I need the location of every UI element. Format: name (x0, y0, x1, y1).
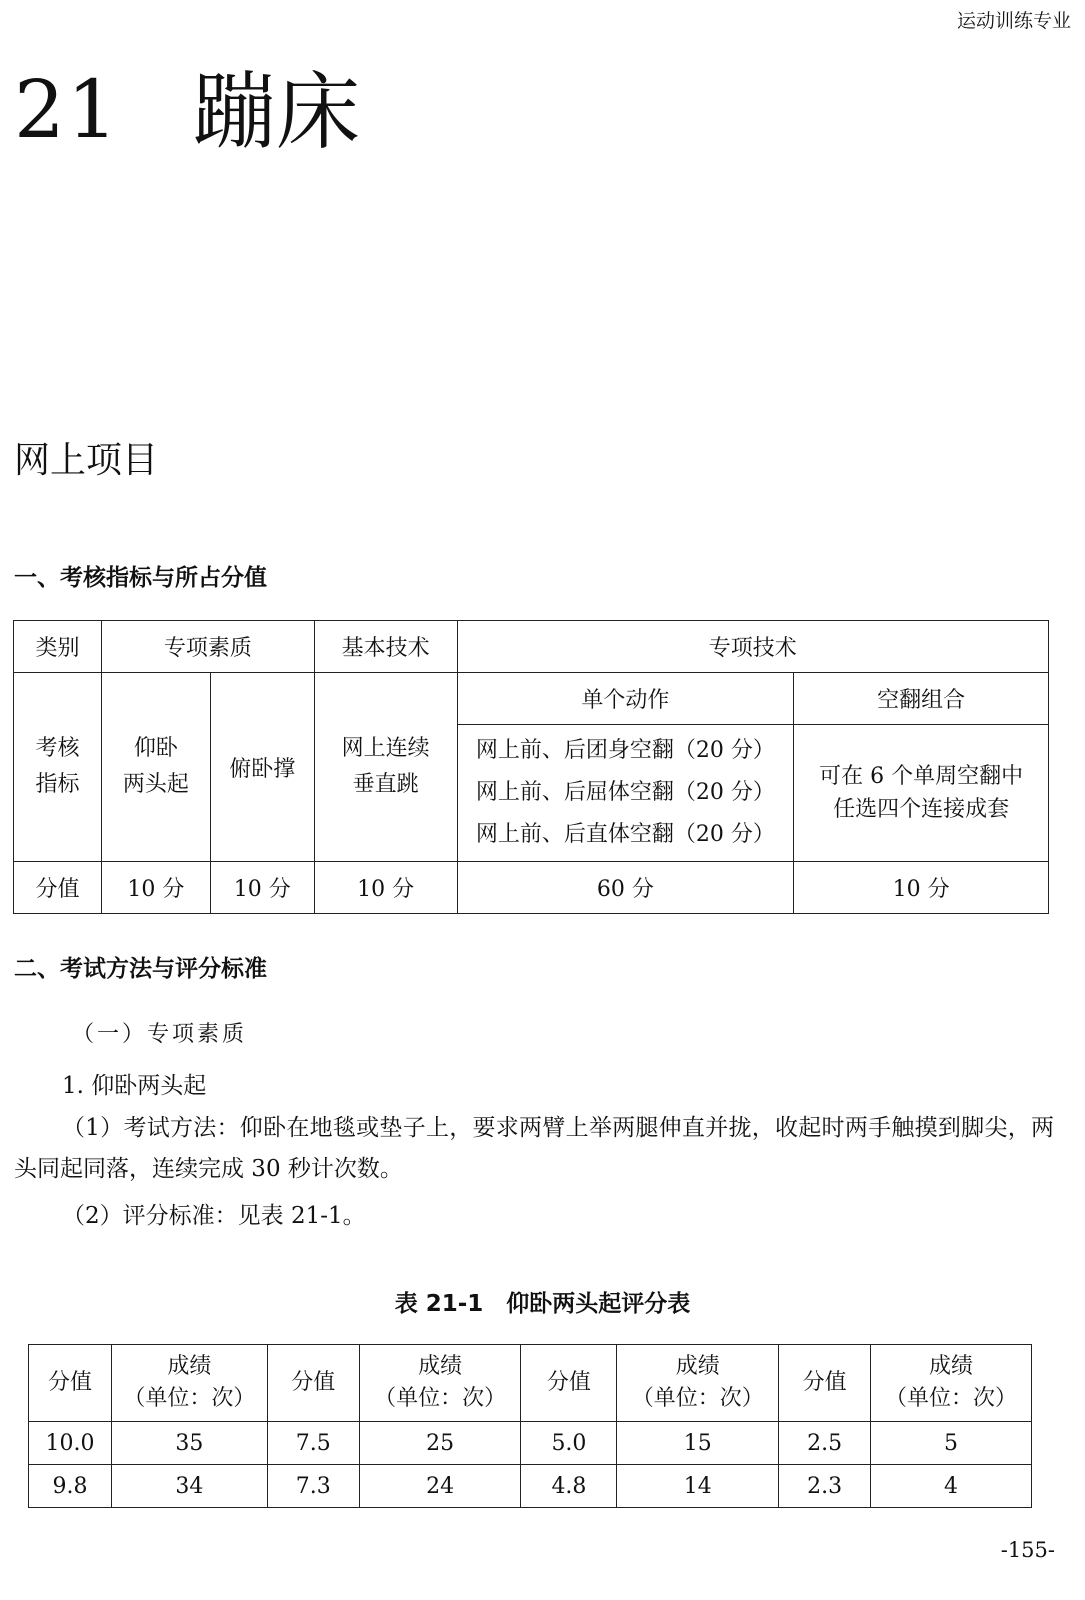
table-cell: 7.5 (267, 1422, 359, 1465)
special-technique-header: 专项技术 (457, 621, 1048, 673)
indicator-label-line2: 指标 (35, 772, 80, 797)
result-header-line1: 成绩 (929, 1354, 974, 1379)
method-paragraph: （1）考试方法：仰卧在地毯或垫子上，要求两臂上举两腿伸直并拢，收起时两手触摸到脚尖，两头同起同落，连续完成 30 秒计次数。 (14, 1115, 1054, 1182)
table-cell: 9.8 (29, 1465, 112, 1508)
flip-combo-line1: 可在 6 个单周空翻中 (819, 764, 1024, 789)
table-cell: 34 (111, 1465, 267, 1508)
score-label: 分值 (14, 862, 102, 914)
result-header-line2: （单位：次） (631, 1386, 764, 1411)
table-cell: 5.0 (521, 1422, 617, 1465)
score-table (28, 1344, 1032, 1508)
single-action-line1: 网上前、后团身空翻（20 分） (475, 738, 775, 763)
table-cell: 2.3 (779, 1465, 871, 1508)
table-cell: 7.3 (267, 1465, 359, 1508)
flip-combo-line2: 任选四个连接成套 (833, 797, 1010, 822)
jump-line1: 网上连续 (341, 736, 430, 761)
indicator-table (13, 620, 1049, 914)
chapter-number: 21 (14, 63, 120, 156)
indicator-label-line1: 考核 (35, 736, 80, 761)
table-caption: 表 21-1 仰卧两头起评分表 (394, 1291, 691, 1317)
table-cell: 24 (359, 1465, 521, 1508)
result-header (871, 1345, 1032, 1422)
table-cell: 2.5 (779, 1422, 871, 1465)
table-cell: 14 (617, 1465, 779, 1508)
result-header (617, 1345, 779, 1422)
category-label: 类别 (14, 621, 102, 673)
score-combo: 10 分 (794, 862, 1049, 914)
single-action-header: 单个动作 (457, 673, 794, 725)
table-cell: 25 (359, 1422, 521, 1465)
table-cell: 10.0 (29, 1422, 112, 1465)
jump-line2: 垂直跳 (352, 772, 419, 797)
table-cell: 4.8 (521, 1465, 617, 1508)
score-header: 分值 (779, 1345, 871, 1422)
score-jump: 10 分 (314, 862, 457, 914)
section-title: 网上项目 (14, 440, 159, 481)
subsection-heading: （一）专项素质 (72, 1022, 248, 1047)
result-header-line1: 成绩 (167, 1354, 212, 1379)
single-action-cell (457, 725, 794, 862)
result-header-line2: （单位：次） (374, 1386, 507, 1411)
item-heading: 1. 仰卧两头起 (62, 1073, 207, 1099)
result-header (359, 1345, 521, 1422)
result-header-line2: （单位：次） (123, 1386, 256, 1411)
indicator-label (14, 673, 102, 862)
pushup-cell: 俯卧撑 (210, 673, 314, 862)
result-header (111, 1345, 267, 1422)
table-cell: 5 (871, 1422, 1032, 1465)
page-number: -155- (1000, 1538, 1055, 1562)
jump-cell (314, 673, 457, 862)
situp-line1: 仰卧 (133, 736, 178, 761)
single-action-line3: 网上前、后直体空翻（20 分） (475, 822, 775, 847)
table-cell: 35 (111, 1422, 267, 1465)
result-header-line1: 成绩 (675, 1354, 720, 1379)
flip-combo-header: 空翻组合 (794, 673, 1049, 725)
score-situp: 10 分 (101, 862, 210, 914)
standard-paragraph: （2）评分标准：见表 21-1。 (62, 1203, 366, 1229)
score-single: 60 分 (457, 862, 794, 914)
score-header: 分值 (267, 1345, 359, 1422)
basic-technique-header: 基本技术 (314, 621, 457, 673)
table-row (29, 1422, 1032, 1465)
result-header-line1: 成绩 (418, 1354, 463, 1379)
situp-cell (101, 673, 210, 862)
score-pushup: 10 分 (210, 862, 314, 914)
result-header-line2: （单位：次） (885, 1386, 1018, 1411)
specialty-quality-header: 专项素质 (101, 621, 314, 673)
flip-combo-cell (794, 725, 1049, 862)
table-cell: 15 (617, 1422, 779, 1465)
running-header: 运动训练专业 (956, 10, 1071, 32)
part1-heading: 一、考核指标与所占分值 (14, 565, 267, 591)
situp-line2: 两头起 (122, 772, 189, 797)
table-cell: 4 (871, 1465, 1032, 1508)
single-action-line2: 网上前、后屈体空翻（20 分） (475, 780, 775, 805)
part2-heading: 二、考试方法与评分标准 (14, 956, 267, 982)
chapter-title: 蹦床 (192, 63, 361, 161)
score-header: 分值 (29, 1345, 112, 1422)
score-header: 分值 (521, 1345, 617, 1422)
table-row (29, 1465, 1032, 1508)
